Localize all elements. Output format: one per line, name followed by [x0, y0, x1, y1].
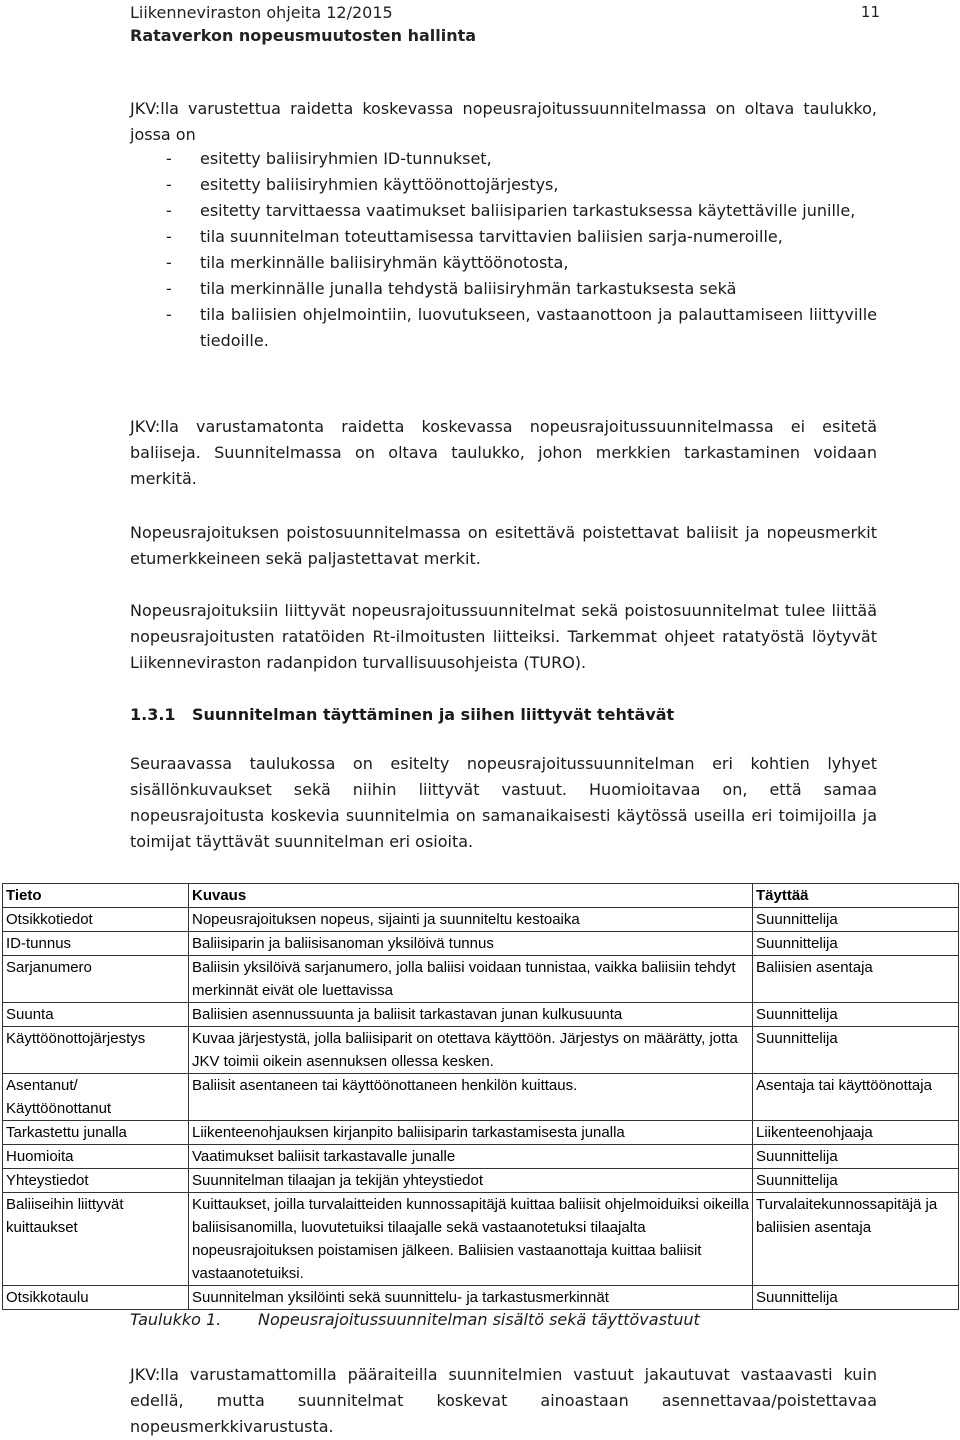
table-cell: Yhteystiedot: [3, 1169, 189, 1193]
list-item: - esitetty baliisiryhmien käyttöönottojärjestys,: [130, 172, 877, 198]
table-cell: Kuvaa järjestystä, jolla baliisiparit on otettava käyttöön. Järjestys on määrätty, jotta JKV toimii oikein asennuksen ollessa kesken.: [189, 1027, 753, 1074]
document-title: Rataverkon nopeusmuutosten hallinta: [130, 26, 477, 45]
table-cell: Suunnittelija: [753, 1169, 959, 1193]
table-row: [3, 956, 959, 1003]
table-cell: Turvalaitekunnossapitäjä ja baliisien asentaja: [753, 1193, 959, 1286]
paragraph-removal: Nopeusrajoituksen poistosuunnitelmassa on esitettävä poistettavat baliisit ja nopeusmerkit etumerkkeineen sekä paljastettavat merkit.: [130, 523, 877, 568]
table-row: [3, 932, 959, 956]
table-row: [3, 1074, 959, 1121]
table-cell: Huomioita: [3, 1145, 189, 1169]
table-cell: Baliisien asentaja: [753, 956, 959, 1003]
table-cell: Nopeusrajoituksen nopeus, sijainti ja suunniteltu kestoaika: [189, 908, 753, 932]
responsibility-table: [2, 883, 959, 1310]
list-dash: -: [166, 149, 172, 168]
table-row: [3, 1286, 959, 1310]
column-header-kuvaus: Kuvaus: [189, 884, 753, 908]
table-cell: Otsikkotiedot: [3, 908, 189, 932]
table-cell: Suunnittelija: [753, 1027, 959, 1074]
table-cell: Suunnittelija: [753, 908, 959, 932]
list-item: - esitetty baliisiryhmien ID-tunnukset,: [130, 146, 877, 172]
list-dash: -: [166, 253, 172, 272]
publication-title: Liikenneviraston ohjeita 12/2015: [130, 3, 393, 22]
table-cell: Suunnittelija: [753, 1286, 959, 1310]
table-cell: Baliiseihin liittyvät kuittaukset: [3, 1193, 189, 1286]
section-heading: [130, 705, 674, 724]
paragraph-no-jkv: JKV:lla varustamatonta raidetta koskevassa nopeusrajoitussuunnitelmassa ei esitetä baliiseja. Suunnitelmassa on oltava taulukko, johon merkkien tarkastaminen voidaan merkitä.: [130, 417, 877, 488]
list-item: - tila merkinnälle baliisiryhmän käyttöönotosta,: [130, 250, 877, 276]
table-cell: Liikenteenohjaaja: [753, 1121, 959, 1145]
table-cell: Suunnitelman tilaajan ja tekijän yhteystiedot: [189, 1169, 753, 1193]
table-row: [3, 1145, 959, 1169]
table-cell: Liikenteenohjauksen kirjanpito baliisiparin tarkastamisesta junalla: [189, 1121, 753, 1145]
table-cell: ID-tunnus: [3, 932, 189, 956]
table-cell: Tarkastettu junalla: [3, 1121, 189, 1145]
table-row: [3, 908, 959, 932]
table-cell: Suunnittelija: [753, 1003, 959, 1027]
table-header-row: [3, 884, 959, 908]
table-cell: Suunnittelija: [753, 1145, 959, 1169]
list-dash: -: [166, 305, 172, 324]
list-dash: -: [166, 227, 172, 246]
table-cell: Otsikkotaulu: [3, 1286, 189, 1310]
table-cell: Baliisien asennussuunta ja baliisit tarkastavan junan kulkusuunta: [189, 1003, 753, 1027]
list-dash: -: [166, 201, 172, 220]
caption-text: Nopeusrajoitussuunnitelman sisältö sekä täyttövastuut: [258, 1310, 700, 1329]
paragraph-closing: JKV:lla varustamattomilla pääraiteilla suunnitelmien vastuut jakautuvat vastaavasti kuin edellä, mutta suunnitelmat koskevat ainoastaan asennettavaa/poistettavaa nopeusmerkkivarustusta.: [130, 1365, 877, 1436]
table-row: [3, 1169, 959, 1193]
column-header-tayttaa: Täyttää: [753, 884, 959, 908]
paragraph-intro: JKV:lla varustettua raidetta koskevassa nopeusrajoitussuunnitelmassa on oltava taulukko, jossa on: [130, 99, 877, 144]
table-cell: Suunta: [3, 1003, 189, 1027]
table-row: [3, 1121, 959, 1145]
table-cell: Asentanut/ Käyttöönottanut: [3, 1074, 189, 1121]
table-cell: Suunnittelija: [753, 932, 959, 956]
table-row: [3, 1193, 959, 1286]
list-item: - esitetty tarvittaessa vaatimukset baliisiparien tarkastuksessa käytettäville junille,: [130, 198, 877, 224]
paragraph-table-intro: Seuraavassa taulukossa on esitelty nopeusrajoitussuunnitelman eri kohtien lyhyet sisällönkuvaukset sekä niihin liittyvät vastuut. Huomioitavaa on, että samaa nopeusrajoitusta koskevia suunnitelmia on samanaikaisesti käytössä useilla eri toimijoilla ja toimijat täyttävät suunnitelman eri osioita.: [130, 754, 877, 851]
table-caption: [130, 1310, 700, 1329]
table-cell: Suunnitelman yksilöinti sekä suunnittelu- ja tarkastusmerkinnät: [189, 1286, 753, 1310]
list-item: - tila baliisien ohjelmointiin, luovutukseen, vastaanottoon ja palauttamiseen liittyville tiedoille.: [130, 302, 877, 354]
list-item: - tila merkinnälle junalla tehdystä baliisiryhmän tarkastuksesta sekä: [130, 276, 877, 302]
table-cell: Käyttöönottojärjestys: [3, 1027, 189, 1074]
table-row: [3, 1003, 959, 1027]
table-cell: Baliisit asentaneen tai käyttöönottaneen henkilön kuittaus.: [189, 1074, 753, 1121]
requirements-list: [130, 146, 877, 354]
paragraph-attachments: Nopeusrajoituksiin liittyvät nopeusrajoitussuunnitelmat sekä poistosuunnitelmat tulee liittää nopeusrajoitusten ratatöiden Rt-ilmoitusten liitteiksi. Tarkemmat ohjeet ratatyöstä löytyvät Liikenneviraston radanpidon turvallisuusohjeista (TURO).: [130, 601, 877, 672]
table-cell: Vaatimukset baliisit tarkastavalle junalle: [189, 1145, 753, 1169]
table-cell: Kuittaukset, joilla turvalaitteiden kunnossapitäjä kuittaa baliisit ohjelmoiduiksi oikeilla baliisisanomilla, luovutetuiksi tilaajalle sekä vastaanotetuksi tilaajalta nopeusrajoituksen poistamisen jälkeen. Baliisien vastaanottaja kuittaa baliisit vastaanotetuiksi.: [189, 1193, 753, 1286]
table-cell: Sarjanumero: [3, 956, 189, 1003]
section-title: Suunnitelman täyttäminen ja siihen liittyvät tehtävät: [192, 705, 675, 724]
list-item: - tila suunnitelman toteuttamisessa tarvittavien baliisien sarja-numeroille,: [130, 224, 877, 250]
table-cell: Baliisiparin ja baliisisanoman yksilöivä tunnus: [189, 932, 753, 956]
table-cell: Baliisin yksilöivä sarjanumero, jolla baliisi voidaan tunnistaa, vaikka baliisiin tehdyt merkinnät eivät ole luettavissa: [189, 956, 753, 1003]
table-cell: Asentaja tai käyttöönottaja: [753, 1074, 959, 1121]
caption-number: Taulukko 1.: [130, 1310, 222, 1329]
list-dash: -: [166, 279, 172, 298]
column-header-tieto: Tieto: [3, 884, 189, 908]
section-number: 1.3.1: [130, 705, 176, 724]
page-number: 11: [860, 3, 880, 21]
table-row: [3, 1027, 959, 1074]
list-dash: -: [166, 175, 172, 194]
